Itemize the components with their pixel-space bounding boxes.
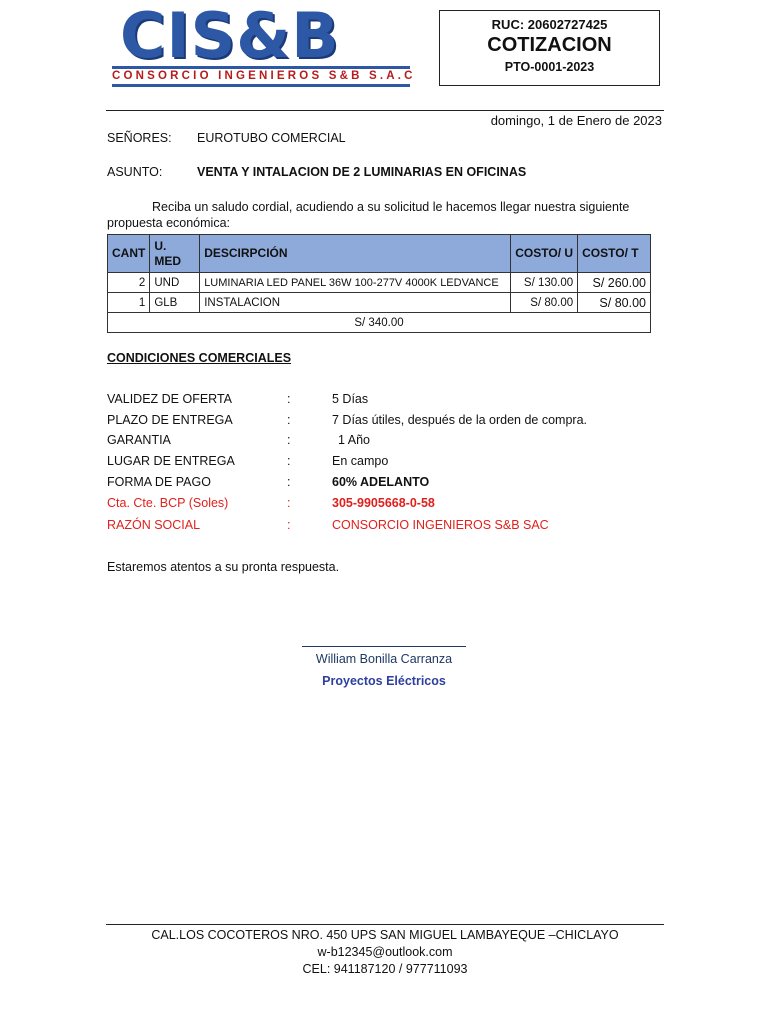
col-header-unit-line1: U. bbox=[154, 238, 167, 253]
subject-label: ASUNTO: bbox=[107, 165, 163, 179]
signer-role: Proyectos Eléctricos bbox=[322, 674, 446, 688]
table-row bbox=[108, 273, 651, 293]
row-unit-cost: S/ 80.00 bbox=[511, 293, 578, 313]
intro-text-line2: propuesta económica: bbox=[107, 216, 230, 230]
row-unit: UND bbox=[150, 273, 200, 293]
quote-header-box bbox=[439, 10, 660, 86]
grand-total: S/ 340.00 bbox=[108, 313, 651, 333]
footer-email: w-b12345@outlook.com bbox=[317, 945, 453, 959]
condition-separator: : bbox=[287, 392, 291, 406]
col-header-description: DESCIRPCIÓN bbox=[200, 235, 511, 273]
recipient-value: EUROTUBO COMERCIAL bbox=[197, 131, 346, 145]
document-date: domingo, 1 de Enero de 2023 bbox=[490, 113, 662, 128]
intro-text-line1: Reciba un saludo cordial, acudiendo a su solicitud le hacemos llegar nuestra siguiente bbox=[152, 200, 630, 214]
condition-value: 60% ADELANTO bbox=[332, 475, 430, 489]
document-number: PTO-0001-2023 bbox=[504, 60, 595, 74]
condition-label: FORMA DE PAGO bbox=[107, 475, 211, 489]
col-header-unit-cost: COSTO/ U bbox=[511, 235, 578, 273]
row-total-cost: S/ 80.00 bbox=[578, 293, 651, 313]
row-description: LUMINARIA LED PANEL 36W 100-277V 4000K LEDVANCE bbox=[200, 273, 511, 293]
col-header-unit-line2: MED bbox=[154, 253, 181, 268]
condition-label: PLAZO DE ENTREGA bbox=[107, 413, 233, 427]
subject-value: VENTA Y INTALACION DE 2 LUMINARIAS EN OFICINAS bbox=[197, 165, 527, 179]
conditions-title: CONDICIONES COMERCIALES bbox=[107, 351, 292, 365]
table-header-row bbox=[108, 235, 651, 273]
condition-separator: : bbox=[287, 496, 291, 510]
closing-text: Estaremos atentos a su pronta respuesta. bbox=[107, 560, 340, 574]
condition-value: CONSORCIO INGENIEROS S&B SAC bbox=[332, 518, 549, 532]
condition-separator: : bbox=[287, 433, 291, 447]
recipient-label: SEÑORES: bbox=[107, 131, 172, 145]
header-divider bbox=[106, 110, 664, 111]
items-table bbox=[107, 234, 651, 333]
condition-label: GARANTIA bbox=[107, 433, 171, 447]
row-description: INSTALACION bbox=[200, 293, 511, 313]
condition-value: 7 Días útiles, después de la orden de compra. bbox=[332, 413, 588, 427]
condition-label: VALIDEZ DE OFERTA bbox=[107, 392, 233, 406]
condition-separator: : bbox=[287, 475, 291, 489]
row-unit-cost: S/ 130.00 bbox=[511, 273, 578, 293]
footer-phone: CEL: 941187120 / 977711093 bbox=[302, 962, 468, 976]
condition-value: 1 Año bbox=[338, 433, 370, 447]
table-row bbox=[108, 293, 651, 313]
table-total-row bbox=[108, 313, 651, 333]
row-unit: GLB bbox=[150, 293, 200, 313]
condition-separator: : bbox=[287, 454, 291, 468]
condition-value: 5 Días bbox=[332, 392, 369, 406]
signer-name: William Bonilla Carranza bbox=[315, 652, 453, 666]
footer-address: CAL.LOS COCOTEROS NRO. 450 UPS SAN MIGUEL LAMBAYEQUE –CHICLAYO bbox=[151, 928, 619, 942]
condition-value: En campo bbox=[332, 454, 389, 468]
col-header-qty: CANT bbox=[108, 235, 150, 273]
ruc-number: RUC: 20602727425 bbox=[491, 17, 608, 32]
row-total-cost: S/ 260.00 bbox=[578, 273, 651, 293]
signature-line bbox=[302, 646, 466, 647]
company-logo-subtitle: CONSORCIO INGENIEROS S&B S.A.C bbox=[112, 66, 410, 87]
company-logo: CIS&B bbox=[120, 0, 340, 72]
condition-separator: : bbox=[287, 413, 291, 427]
condition-label: LUGAR DE ENTREGA bbox=[107, 454, 235, 468]
condition-label: Cta. Cte. BCP (Soles) bbox=[107, 496, 229, 510]
condition-separator: : bbox=[287, 518, 291, 532]
condition-label: RAZÓN SOCIAL bbox=[107, 518, 201, 532]
condition-value: 305-9905668-0-58 bbox=[332, 496, 435, 510]
row-qty: 1 bbox=[108, 293, 150, 313]
col-header-unit bbox=[150, 235, 200, 273]
col-header-total-cost: COSTO/ T bbox=[578, 235, 651, 273]
document-title: COTIZACION bbox=[487, 34, 612, 56]
row-qty: 2 bbox=[108, 273, 150, 293]
footer-divider bbox=[106, 924, 664, 925]
